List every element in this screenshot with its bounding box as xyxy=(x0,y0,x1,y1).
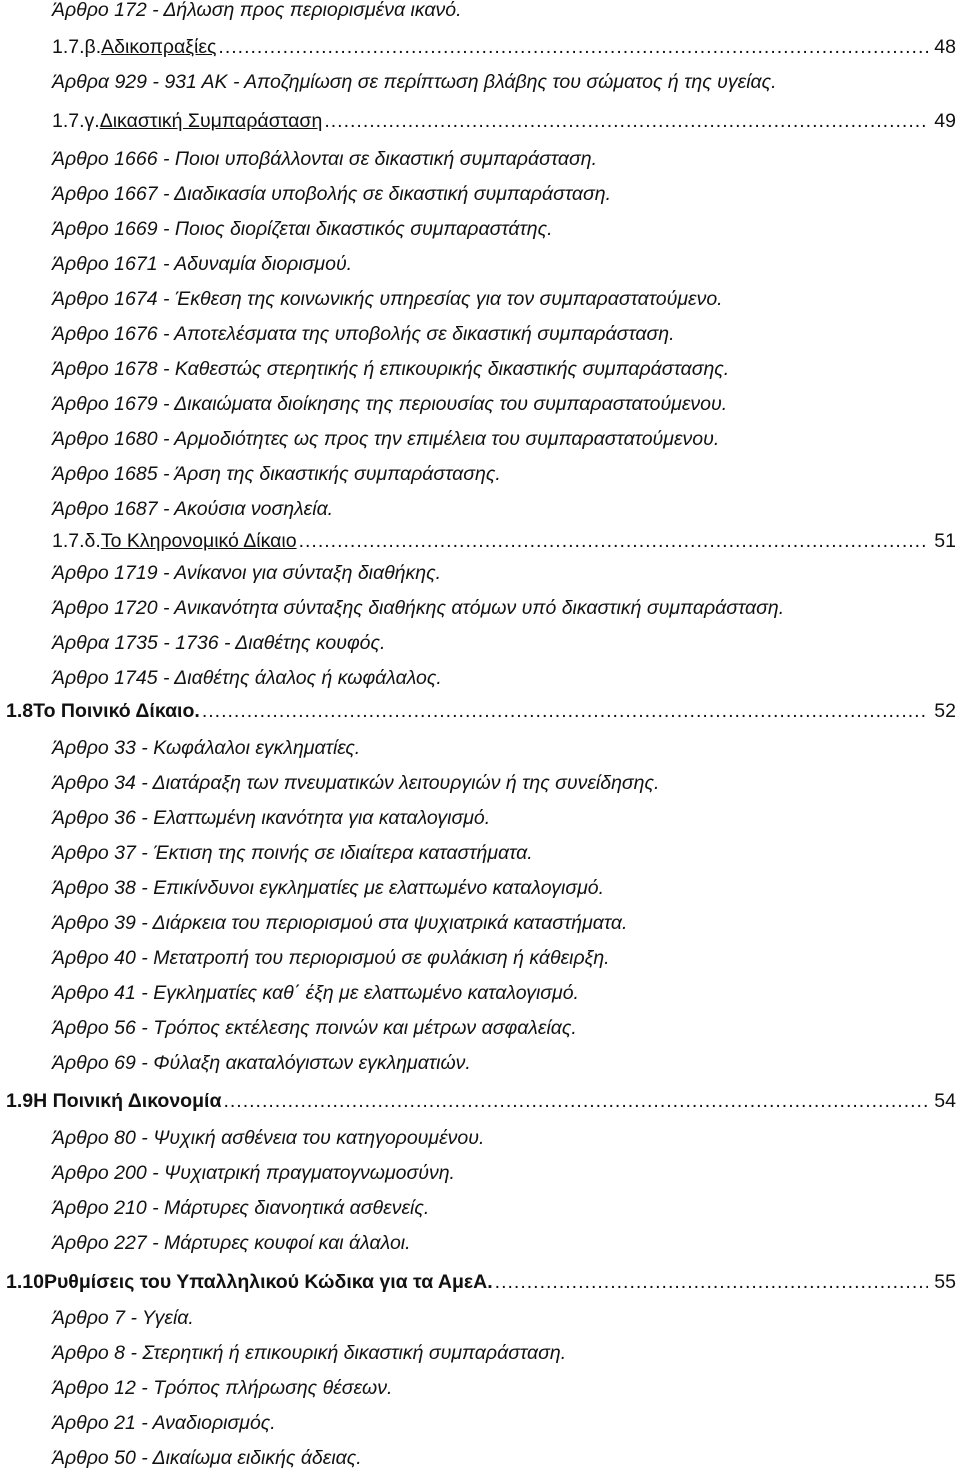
section-number: 1.7.β. xyxy=(52,36,102,58)
toc-entry[interactable] xyxy=(6,1266,956,1298)
article-entry: Άρθρο 1676 - Αποτελέσματα της υποβολής σε δικαστική συμπαράσταση. xyxy=(52,323,675,345)
page-number: 55 xyxy=(934,1271,956,1293)
dot-leader xyxy=(299,525,929,557)
article-entry: Άρθρο 200 - Ψυχιατρική πραγματογνωμοσύνη. xyxy=(52,1162,455,1184)
section-number: 1.7.δ. xyxy=(52,530,101,552)
page-number: 51 xyxy=(934,530,956,552)
toc-entry[interactable] xyxy=(52,105,956,137)
toc-entry[interactable] xyxy=(52,31,956,63)
article-entry: Άρθρο 36 - Ελαττωμένη ικανότητα για καταλογισμό. xyxy=(52,807,491,829)
section-number: 1.9 xyxy=(6,1090,34,1112)
section-number: 1.7.γ. xyxy=(52,110,100,132)
article-entry: Άρθρο 80 - Ψυχική ασθένεια του κατηγορουμένου. xyxy=(52,1127,485,1149)
page-number: 52 xyxy=(934,700,956,722)
article-entry: Άρθρο 1674 - Έκθεση της κοινωνικής υπηρεσίας για τον συμπαραστατούμενο. xyxy=(52,288,723,310)
page-number: 54 xyxy=(934,1090,956,1112)
article-entry: Άρθρο 34 - Διατάραξη των πνευματικών λειτουργιών ή της συνείδησης. xyxy=(52,772,660,794)
article-entry: Άρθρο 12 - Τρόπος πλήρωσης θέσεων. xyxy=(52,1377,393,1399)
article-entry: Άρθρο 1745 - Διαθέτης άλαλος ή κωφάλαλος. xyxy=(52,667,442,689)
article-entry: Άρθρο 1685 - Άρση της δικαστικής συμπαράστασης. xyxy=(52,463,501,485)
article-entry: Άρθρο 21 - Αναδιορισμός. xyxy=(52,1412,276,1434)
toc-entry[interactable] xyxy=(6,695,956,727)
article-entry: Άρθρο 1678 - Καθεστώς στερητικής ή επικουρικής δικαστικής συμπαράστασης. xyxy=(52,358,730,380)
section-title-link[interactable]: Το Κληρονομικό Δίκαιο xyxy=(100,530,297,552)
section-number: 1.8 xyxy=(6,700,34,722)
dot-leader xyxy=(324,105,928,137)
article-entry: Άρθρο 39 - Διάρκεια του περιορισμού στα ψυχιατρικά καταστήματα. xyxy=(52,912,628,934)
article-entry: Άρθρο 56 - Τρόπος εκτέλεσης ποινών και μέτρων ασφαλείας. xyxy=(52,1017,577,1039)
article-entry: Άρθρο 37 - Έκτιση της ποινής σε ιδιαίτερα καταστήματα. xyxy=(52,842,533,864)
section-number: 1.10 xyxy=(6,1271,44,1293)
article-entry: Άρθρο 33 - Κωφάλαλοι εγκληματίες. xyxy=(52,737,361,759)
article-entry: Άρθρα 929 - 931 ΑΚ - Αποζημίωση σε περίπτωση βλάβης του σώματος ή της υγείας. xyxy=(52,71,777,93)
article-entry: Άρθρο 7 - Υγεία. xyxy=(52,1307,194,1329)
article-entry: Άρθρο 172 - Δήλωση προς περιορισμένα ικανό. xyxy=(52,0,462,21)
section-title-link[interactable]: Το Ποινικό Δίκαιο. xyxy=(33,700,200,722)
article-entry: Άρθρο 1719 - Ανίκανοι για σύνταξη διαθήκης. xyxy=(52,562,442,584)
article-entry: Άρθρο 1687 - Ακούσια νοσηλεία. xyxy=(52,498,334,520)
section-title-link[interactable]: Αδικοπραξίες xyxy=(101,36,217,58)
article-entry: Άρθρο 41 - Εγκληματίες καθ΄ έξη με ελαττωμένο καταλογισμό. xyxy=(52,982,579,1004)
article-entry: Άρθρο 227 - Μάρτυρες κουφοί και άλαλοι. xyxy=(52,1232,411,1254)
article-entry: Άρθρο 1669 - Ποιος διορίζεται δικαστικός συμπαραστάτης. xyxy=(52,218,553,240)
toc-entry[interactable] xyxy=(6,1085,956,1117)
article-entry: Άρθρο 69 - Φύλαξη ακαταλόγιστων εγκληματιών. xyxy=(52,1052,471,1074)
article-entry: Άρθρο 1679 - Δικαιώματα διοίκησης της περιουσίας του συμπαραστατούμενου. xyxy=(52,393,728,415)
dot-leader xyxy=(218,31,928,63)
article-entry: Άρθρο 1667 - Διαδικασία υποβολής σε δικαστική συμπαράσταση. xyxy=(52,183,611,205)
article-entry: Άρθρο 1720 - Ανικανότητα σύνταξης διαθήκης ατόμων υπό δικαστική συμπαράσταση. xyxy=(52,597,785,619)
dot-leader xyxy=(223,1085,928,1117)
dot-leader xyxy=(202,695,928,727)
article-entry: Άρθρο 38 - Επικίνδυνοι εγκληματίες με ελαττωμένο καταλογισμό. xyxy=(52,877,605,899)
section-title-link[interactable]: Δικαστική Συμπαράσταση xyxy=(99,110,323,132)
article-entry: Άρθρο 1680 - Αρμοδιότητες ως προς την επιμέλεια του συμπαραστατούμενου. xyxy=(52,428,720,450)
article-entry: Άρθρο 210 - Μάρτυρες διανοητικά ασθενείς. xyxy=(52,1197,430,1219)
article-entry: Άρθρο 40 - Μετατροπή του περιορισμού σε φυλάκιση ή κάθειρξη. xyxy=(52,947,610,969)
dot-leader xyxy=(495,1266,929,1298)
article-entry: Άρθρο 50 - Δικαίωμα ειδικής άδειας. xyxy=(52,1447,362,1469)
section-title-link[interactable]: Η Ποινική Δικονομία xyxy=(33,1090,222,1112)
page-number: 48 xyxy=(934,36,956,58)
section-title-link[interactable]: Ρυθμίσεις του Υπαλληλικού Κώδικα για τα ΑμεΑ. xyxy=(43,1271,493,1293)
article-entry: Άρθρα 1735 - 1736 - Διαθέτης κουφός. xyxy=(52,632,386,654)
page-number: 49 xyxy=(934,110,956,132)
article-entry: Άρθρο 8 - Στερητική ή επικουρική δικαστική συμπαράσταση. xyxy=(52,1342,567,1364)
article-entry: Άρθρο 1666 - Ποιοι υποβάλλονται σε δικαστική συμπαράσταση. xyxy=(52,148,598,170)
article-entry: Άρθρο 1671 - Αδυναμία διορισμού. xyxy=(52,253,353,275)
toc-entry[interactable] xyxy=(52,525,956,557)
